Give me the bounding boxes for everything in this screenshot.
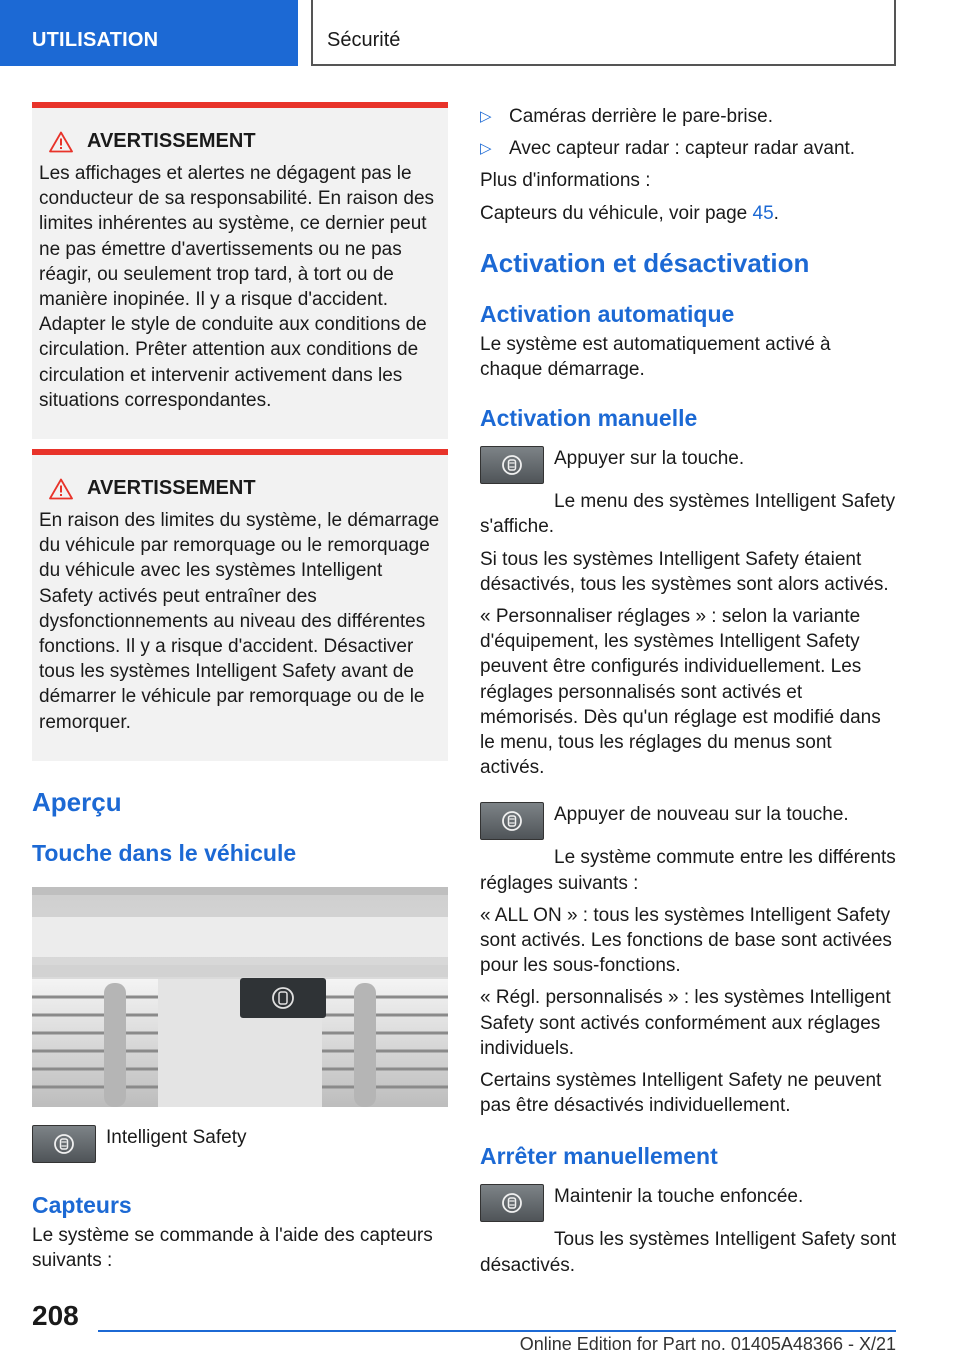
step-text: Appuyer de nouveau sur la touche.: [554, 804, 849, 826]
bullet-arrow-icon: ▷: [480, 140, 492, 158]
button-caption: Intelligent Safety: [106, 1126, 247, 1148]
manual-paragraph: « Régl. personnalisés » : les systèmes Intelligent Safety sont activés conformément aux réglages individuels.: [480, 987, 891, 1059]
manual-paragraph: « ALL ON » : tous les systèmes Intelligent Safety sont activés. Les fonctions de base sont activées pour les sous-fonctions.: [480, 904, 892, 977]
left-column: [32, 102, 448, 1273]
manual-step-1: [480, 446, 898, 484]
step-result: Tous les systèmes Intelligent Safety sont désactivés.: [480, 1229, 897, 1276]
warning-box: [32, 449, 448, 761]
warning-text: En raison des limites du système, le démarrage du véhicule par remorquage ou le remorquage du véhicule avec les systèmes Intelligent Safety activés peut entraîner des dysfonctionnements au niveau des différentes fonctions. Il y a risque d'accident. Désactiver tous les systèmes Intelligent Safety avant de démarrer le véhicule par remorquage ou de le remorquer.: [39, 510, 440, 733]
safety-car-icon: [501, 1192, 523, 1214]
manual-step-2: [480, 802, 898, 840]
sensors-heading: Capteurs: [32, 1191, 132, 1218]
manual-paragraph: « Personnaliser réglages » : selon la variante d'équipement, les systèmes Intelligent Safety peuvent être configurés individuellement. Les réglages personnalisés sont activés et mémorisés. Dès qu'un réglage est modifié dans le menu, tous les réglages du menus sont activés.: [480, 606, 881, 779]
intelligent-safety-button-icon: [480, 446, 544, 484]
intelligent-safety-button-icon: [32, 1125, 96, 1163]
sensors-cross-reference: Capteurs du véhicule, voir page 45.: [480, 202, 779, 224]
edition-label: Online Edition for Part no. 01405A48366 - X/21: [519, 1334, 896, 1354]
manual-paragraph: Si tous les systèmes Intelligent Safety étaient désactivés, tous les systèmes sont alors activés.: [480, 548, 889, 595]
list-item: ▷ Caméras derrière le pare-brise.: [480, 104, 898, 129]
dashboard-vents-image: [32, 887, 448, 1107]
button-legend: [32, 1125, 448, 1163]
sensors-intro: Le système se commande à l'aide des capteurs suivants :: [32, 1224, 433, 1272]
topic-title: Sécurité: [327, 29, 401, 51]
bullet-arrow-icon: ▷: [480, 108, 492, 125]
warning-text: Les affichages et alertes ne dégagent pas le conducteur de sa responsabilité. En raison des limites inhérentes au système, ce dernier peut ne pas émettre d'avertissements ou ne pas réagir, ou seulement trop tard, à tort ou de manière inopinée. Il y a risque d'accident. Adapter le style de conduite aux conditions de circulation. Prêter attention aux conditions de circulation et intervenir activement dans les situations correspondantes.: [39, 163, 435, 411]
page-link[interactable]: 45: [752, 202, 774, 224]
section-tab: [0, 0, 298, 66]
safety-car-icon: [53, 1133, 75, 1155]
manual-activation-heading: Activation manuelle: [480, 405, 698, 432]
topic-tab: [311, 0, 896, 66]
stop-step: [480, 1184, 898, 1222]
stop-heading: Arrêter manuellement: [480, 1143, 718, 1170]
auto-activation-heading: Activation automatique: [480, 300, 735, 327]
step-result: Le système commute entre les différents réglages suivants :: [480, 847, 896, 894]
manual-paragraph: Certains systèmes Intelligent Safety ne peuvent pas être désactivés individuellement.: [480, 1070, 882, 1117]
activation-heading: Activation et désactivation: [480, 247, 810, 278]
safety-car-icon: [501, 454, 523, 476]
safety-car-icon: [501, 810, 523, 832]
page-header: [0, 0, 960, 66]
warning-triangle-icon: [49, 131, 73, 153]
step-text: Appuyer sur la touche.: [554, 448, 745, 470]
list-item: ▷ Avec capteur radar : capteur radar avant.: [480, 136, 898, 161]
step-text: Maintenir la touche enfoncée.: [554, 1186, 804, 1208]
page-number: 208: [32, 1300, 79, 1331]
vehicle-button-photo: [32, 887, 448, 1107]
warning-title: AVERTISSEMENT: [87, 130, 256, 152]
footer-divider: [98, 1330, 896, 1332]
warning-box: [32, 102, 448, 439]
auto-activation-text: Le système est automatiquement activé à chaque démarrage.: [480, 333, 831, 381]
right-column: [480, 102, 898, 1278]
step-result: Le menu des systèmes Intelligent Safety s'affiche.: [480, 491, 896, 538]
button-heading: Touche dans le véhicule: [32, 839, 297, 866]
more-info-label: Plus d'informations :: [480, 170, 651, 192]
warning-title: AVERTISSEMENT: [87, 477, 256, 500]
warning-triangle-icon: [49, 478, 73, 500]
overview-heading: Aperçu: [32, 786, 122, 817]
intelligent-safety-button-icon: [480, 802, 544, 840]
section-title: UTILISATION: [32, 29, 159, 51]
intelligent-safety-button-icon: [480, 1184, 544, 1222]
